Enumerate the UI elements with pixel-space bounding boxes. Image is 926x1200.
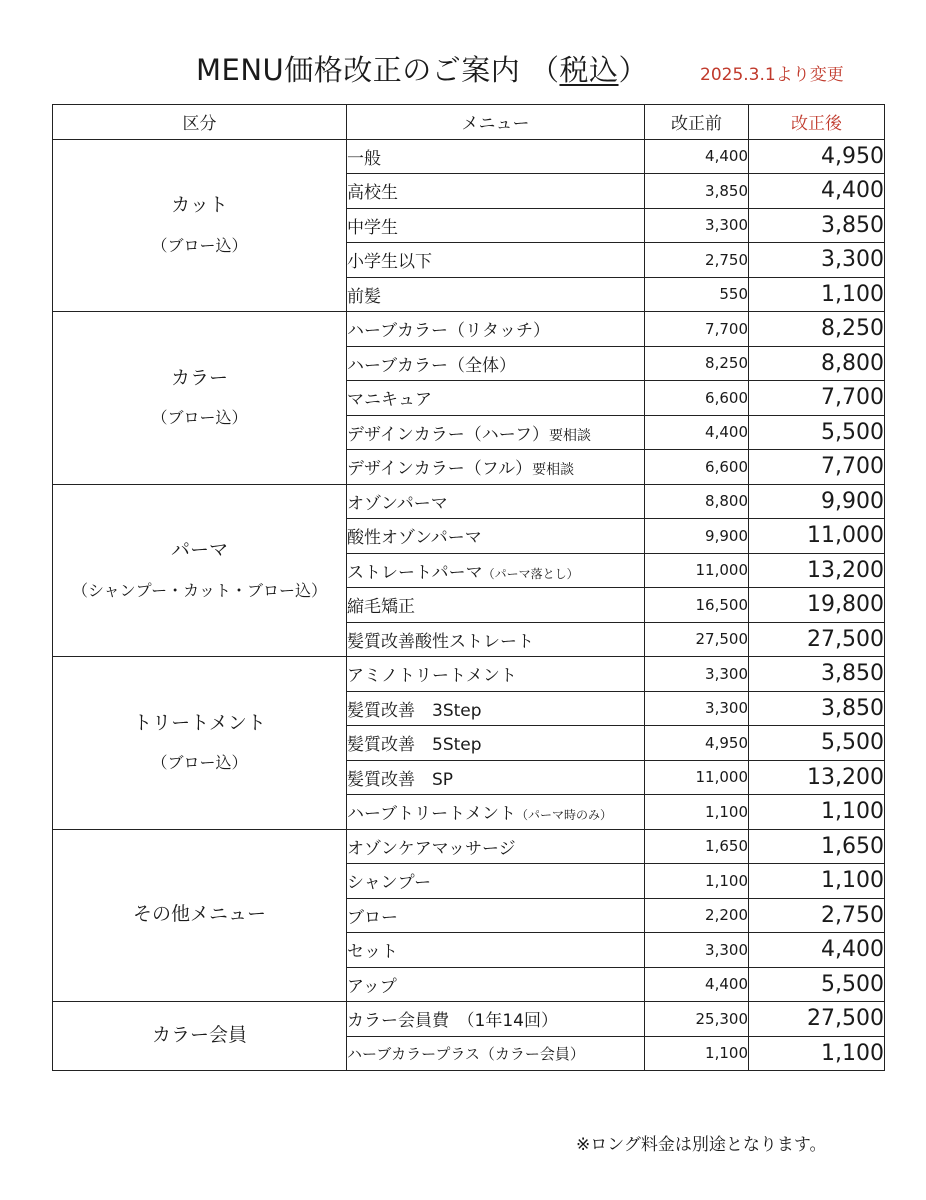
title-main: MENU価格改正のご案内 bbox=[196, 53, 521, 87]
effective-date-note: 2025.3.1より変更 bbox=[700, 65, 844, 85]
menu-item: アップ bbox=[347, 967, 645, 1002]
title-close-paren: ） bbox=[618, 53, 649, 87]
menu-item bbox=[347, 553, 645, 588]
price-after: 1,100 bbox=[749, 795, 885, 830]
price-before: 11,000 bbox=[645, 553, 749, 588]
table-row bbox=[53, 139, 885, 174]
price-before: 1,650 bbox=[645, 829, 749, 864]
price-before: 6,600 bbox=[645, 450, 749, 485]
category-note: （ブロー込） bbox=[151, 408, 248, 428]
price-after: 7,700 bbox=[749, 381, 885, 416]
category-note: （シャンプー・カット・ブロー込） bbox=[71, 580, 328, 600]
price-before: 550 bbox=[645, 277, 749, 312]
menu-item-note: （パーマ落とし） bbox=[482, 566, 579, 581]
table-row bbox=[53, 657, 885, 692]
table-row bbox=[53, 484, 885, 519]
price-after: 8,250 bbox=[749, 312, 885, 347]
menu-item: 酸性オゾンパーマ bbox=[347, 519, 645, 554]
price-after: 8,800 bbox=[749, 346, 885, 381]
menu-item: ハーブカラー（全体） bbox=[347, 346, 645, 381]
price-before: 25,300 bbox=[645, 1002, 749, 1037]
price-before: 7,700 bbox=[645, 312, 749, 347]
price-after: 11,000 bbox=[749, 519, 885, 554]
menu-item: オゾンパーマ bbox=[347, 484, 645, 519]
price-after: 4,400 bbox=[749, 174, 885, 209]
price-after: 5,500 bbox=[749, 967, 885, 1002]
menu-item: カラー会員費 （1年14回） bbox=[347, 1002, 645, 1037]
category-note: （ブロー込） bbox=[151, 235, 248, 255]
price-after: 27,500 bbox=[749, 622, 885, 657]
menu-item: 髪質改善酸性ストレート bbox=[347, 622, 645, 657]
price-after: 13,200 bbox=[749, 553, 885, 588]
category-treatment bbox=[53, 657, 347, 830]
menu-item: 小学生以下 bbox=[347, 243, 645, 278]
header-category: 区分 bbox=[53, 105, 347, 140]
category-name: カット bbox=[171, 194, 228, 217]
menu-item-note: 要相談 bbox=[548, 427, 591, 444]
category-name: カラー bbox=[170, 366, 228, 389]
menu-item: ハーブカラー（リタッチ） bbox=[347, 312, 645, 347]
category-color bbox=[53, 312, 347, 485]
price-before: 3,300 bbox=[645, 657, 749, 692]
menu-item: 髪質改善 3Step bbox=[347, 691, 645, 726]
menu-item: 髪質改善 5Step bbox=[347, 726, 645, 761]
price-after: 1,650 bbox=[749, 829, 885, 864]
price-before: 4,400 bbox=[645, 415, 749, 450]
category-color-member bbox=[53, 1002, 347, 1071]
price-before: 4,950 bbox=[645, 726, 749, 761]
price-before: 4,400 bbox=[645, 967, 749, 1002]
price-before: 16,500 bbox=[645, 588, 749, 623]
price-before: 3,850 bbox=[645, 174, 749, 209]
price-after: 5,500 bbox=[749, 726, 885, 761]
price-after: 4,950 bbox=[749, 139, 885, 174]
menu-item: 中学生 bbox=[347, 208, 645, 243]
menu-item-label: ストレートパーマ bbox=[347, 562, 483, 583]
price-before: 3,300 bbox=[645, 208, 749, 243]
category-note: （ブロー込） bbox=[151, 753, 248, 773]
price-after: 27,500 bbox=[749, 1002, 885, 1037]
price-after: 9,900 bbox=[749, 484, 885, 519]
header-price-after: 改正後 bbox=[749, 105, 885, 140]
price-after: 2,750 bbox=[749, 898, 885, 933]
table-header-row bbox=[53, 105, 885, 140]
price-before: 3,300 bbox=[645, 691, 749, 726]
page-header bbox=[0, 42, 926, 96]
table-row bbox=[53, 312, 885, 347]
header-price-before: 改正前 bbox=[645, 105, 749, 140]
menu-item bbox=[347, 450, 645, 485]
menu-item bbox=[347, 795, 645, 830]
footnote: ※ロング料金は別途となります。 bbox=[576, 1135, 827, 1155]
category-cut bbox=[53, 139, 347, 312]
menu-item: 髪質改善 SP bbox=[347, 760, 645, 795]
price-table bbox=[52, 104, 885, 1071]
price-before: 9,900 bbox=[645, 519, 749, 554]
menu-item: 一般 bbox=[347, 139, 645, 174]
category-perm bbox=[53, 484, 347, 657]
price-after: 3,850 bbox=[749, 691, 885, 726]
menu-item: アミノトリートメント bbox=[347, 657, 645, 692]
menu-item-label: デザインカラー（ハーフ） bbox=[347, 424, 549, 445]
header-menu: メニュー bbox=[347, 105, 645, 140]
price-after: 7,700 bbox=[749, 450, 885, 485]
category-name: パーマ bbox=[170, 539, 228, 562]
title-tax-included: 税込 bbox=[559, 53, 619, 87]
table-row bbox=[53, 829, 885, 864]
table-row bbox=[53, 1002, 885, 1037]
menu-item: マニキュア bbox=[347, 381, 645, 416]
price-after: 4,400 bbox=[749, 933, 885, 968]
menu-item: ブロー bbox=[347, 898, 645, 933]
price-before: 1,100 bbox=[645, 1036, 749, 1071]
category-name: トリートメント bbox=[133, 711, 266, 734]
menu-item: 前髪 bbox=[347, 277, 645, 312]
price-after: 1,100 bbox=[749, 277, 885, 312]
price-before: 11,000 bbox=[645, 760, 749, 795]
price-after: 13,200 bbox=[749, 760, 885, 795]
price-after: 3,850 bbox=[749, 208, 885, 243]
title-open-paren: （ bbox=[529, 53, 560, 87]
price-before: 8,250 bbox=[645, 346, 749, 381]
price-before: 3,300 bbox=[645, 933, 749, 968]
menu-item: オゾンケアマッサージ bbox=[347, 829, 645, 864]
menu-item: セット bbox=[347, 933, 645, 968]
price-before: 2,750 bbox=[645, 243, 749, 278]
menu-item bbox=[347, 415, 645, 450]
category-name: カラー会員 bbox=[151, 1024, 247, 1047]
menu-item: シャンプー bbox=[347, 864, 645, 899]
menu-item: ハーブカラープラス（カラー会員） bbox=[347, 1036, 645, 1071]
page-title bbox=[196, 48, 648, 89]
price-after: 1,100 bbox=[749, 1036, 885, 1071]
price-before: 4,400 bbox=[645, 139, 749, 174]
menu-item-note: （パーマ時のみ） bbox=[515, 808, 612, 823]
price-after: 19,800 bbox=[749, 588, 885, 623]
menu-item-note: 要相談 bbox=[532, 462, 575, 479]
menu-item-label: デザインカラー（フル） bbox=[347, 459, 533, 480]
menu-item: 高校生 bbox=[347, 174, 645, 209]
price-before: 1,100 bbox=[645, 864, 749, 899]
price-after: 3,300 bbox=[749, 243, 885, 278]
price-after: 1,100 bbox=[749, 864, 885, 899]
price-before: 8,800 bbox=[645, 484, 749, 519]
price-before: 1,100 bbox=[645, 795, 749, 830]
price-before: 27,500 bbox=[645, 622, 749, 657]
category-other bbox=[53, 829, 347, 1002]
price-before: 2,200 bbox=[645, 898, 749, 933]
price-before: 6,600 bbox=[645, 381, 749, 416]
category-name: その他メニュー bbox=[132, 903, 266, 926]
price-after: 3,850 bbox=[749, 657, 885, 692]
menu-item: 縮毛矯正 bbox=[347, 588, 645, 623]
menu-item-label: ハーブトリートメント bbox=[347, 804, 516, 825]
price-after: 5,500 bbox=[749, 415, 885, 450]
